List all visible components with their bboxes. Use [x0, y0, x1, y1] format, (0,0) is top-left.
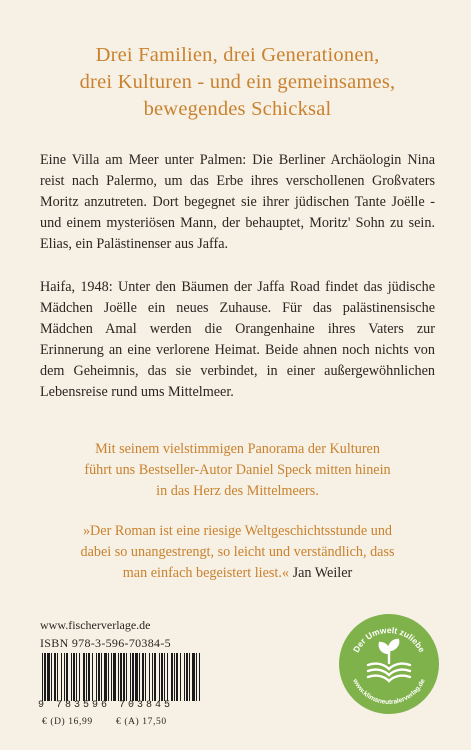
promo-line-2: führt uns Bestseller-Autor Daniel Speck mitten hinein: [84, 462, 391, 478]
synopsis-paragraph-1: Eine Villa am Meer unter Palmen: Die Berliner Archäologin Nina reist nach Palermo, um das Erbe ihres verschollenen Großvaters Moritz anzutreten. Dort begegnet sie ihrer jüdischen Tante Joëlle - und einem mysteriösen Mann, der behauptet, Moritz' Sohn zu sein. Elias, ein Palästinenser aus Jaffa.: [40, 152, 435, 252]
quote-author: Jan Weiler: [292, 565, 353, 581]
press-quote: [40, 521, 435, 584]
quote-line-3: [40, 563, 435, 584]
headline-line-1: Drei Familien, drei Generationen,: [95, 44, 380, 66]
headline-line-2: drei Kulturen - und ein gemeinsames,: [79, 71, 396, 93]
price-germany: € (D) 16,99: [42, 717, 93, 727]
synopsis-paragraph-2: Haifa, 1948: Unter den Bäumen der Jaffa Road findet das jüdische Mädchen Joëlle ein neues Zuhause. Für das palästinensische Mädchen Amal werden die Orangenhaine ihres Vaters zur Erinnerung an eine verlorene Heimat. Beide ahnen noch nichts von dem Geheimnis, das sie verbindet, in einer außergewöhnlichen Lebensreise rund ums Mittelmeer.: [40, 279, 435, 400]
promo-line-1: Mit seinem vielstimmigen Panorama der Kulturen: [95, 441, 380, 457]
headline: [40, 42, 435, 123]
publisher-url: www.fischerverlage.de: [40, 618, 151, 632]
isbn-barcode: [42, 653, 200, 701]
promo-line-3: in das Herz des Mittelmeers.: [156, 483, 319, 499]
quote-line-1: »Der Roman ist eine riesige Weltgeschichtsstunde und: [82, 523, 393, 539]
headline-line-3: bewegendes Schicksal: [143, 98, 332, 120]
quote-line-3-text: man einfach begeistert liest.«: [122, 565, 290, 581]
seal-top-text: Der Umwelt zuliebe: [350, 624, 428, 655]
seal-bottom-text: www.klimaneutralerverlag.de: [351, 677, 427, 707]
barcode-digits: 9 783596 703845: [38, 700, 174, 711]
isbn: ISBN 978-3-596-70384-5: [40, 636, 171, 650]
climate-neutral-seal: [338, 613, 440, 715]
price-austria: € (A) 17,50: [116, 717, 167, 727]
author-promo: [40, 439, 435, 502]
quote-line-2: dabei so unangestrengt, so leicht und verständlich, dass: [80, 544, 395, 560]
